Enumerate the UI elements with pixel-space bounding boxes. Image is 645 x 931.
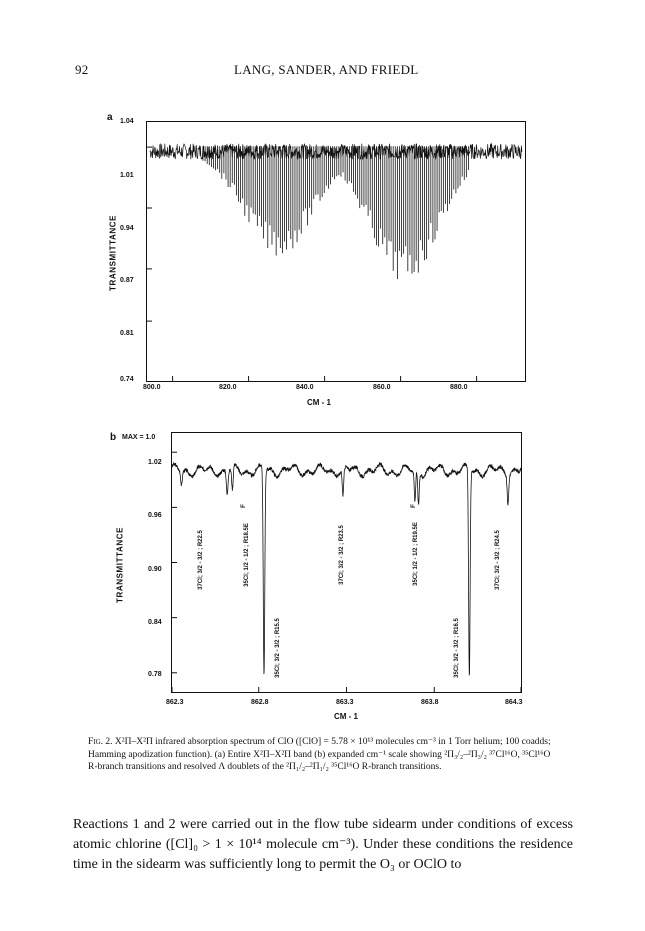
doublet-marker-2: F <box>411 504 417 508</box>
panel-a-letter: a <box>107 112 113 123</box>
running-title: LANG, SANDER, AND FRIEDL <box>234 62 419 77</box>
figure-label: Fig. 2. <box>88 737 113 747</box>
annotation-37cl-r22-5: 37Cl; 3/2 - 3/2 ; R22.5 <box>198 530 204 590</box>
panel-b-spectrum-trace <box>171 463 522 676</box>
panel-a-xtick-2: 820.0 <box>219 384 237 391</box>
annotation-37cl-r23-5: 37Cl; 3/2 - 3/2 ; R23.5 <box>339 525 345 585</box>
panel-b-ytick-1: 1.02 <box>148 459 162 466</box>
panel-b-xtick-1: 862.3 <box>166 699 184 706</box>
panel-a-ytick-4: 0.87 <box>120 277 134 284</box>
panel-b-ylabel: TRANSMITTANCE <box>115 526 125 604</box>
panel-a-ytick-2: 1.01 <box>120 172 134 179</box>
panel-a-ytick-6: 0.74 <box>120 376 134 383</box>
annotation-35cl-r16-5: 35Cl; 3/2 - 3/2 ; R16.5 <box>454 618 460 678</box>
body-paragraph: Reactions 1 and 2 were carried out in the flow tube sidearm under conditions of excess atomic chlorine ([Cl]₀ > 1 × 10¹⁴ molecule cm⁻³). Under these conditions the residence time in the sidearm was sufficiently long to permit the O₃ or OClO to <box>73 817 573 872</box>
panel-a-ytick-3: 0.94 <box>120 225 134 232</box>
figure-caption-text: X²Π–X²Π infrared absorption spectrum of ClO ([ClO] = 5.78 × 10¹³ molecules cm⁻³ in 1 Torr helium; 100 coadds; Hamming apodization function). (a) Entire X²Π–X²Π band (b) expanded cm⁻¹ scale showing ²Π₃/₂–²Π₃/₂ ³⁷Cl¹⁶O, ³⁵Cl¹⁶O R-branch transitions and resolved Λ doublets of the ²Π₁/₂–²Π₁/₂ ³⁵Cl¹⁶O R-branch transitions. <box>88 737 551 772</box>
annotation-35cl-r15-5: 35Cl; 3/2 - 3/2 ; R15.5 <box>275 618 281 678</box>
panel-b-xtick-5: 864.3 <box>505 699 523 706</box>
panel-a-plot <box>146 121 526 382</box>
page-number: 92 <box>75 62 89 77</box>
panel-a-xlabel: CM - 1 <box>307 398 331 407</box>
panel-b-xlabel: CM - 1 <box>334 712 358 721</box>
panel-a-xtick-3: 840.0 <box>296 384 314 391</box>
panel-b-max-label: MAX = 1.0 <box>122 434 156 441</box>
annotation-37cl-r24-5: 37Cl; 3/2 - 3/2 ; R24.5 <box>495 530 501 590</box>
panel-a-spectrum <box>150 144 522 279</box>
doublet-marker-1: F <box>241 504 247 508</box>
panel-a-xtick-1: 800.0 <box>143 384 161 391</box>
panel-b-letter: b <box>110 432 117 443</box>
panel-b-ytick-5: 0.78 <box>148 671 162 678</box>
panel-b-xtick-4: 863.8 <box>421 699 439 706</box>
panel-b-xtick-2: 862.8 <box>251 699 269 706</box>
panel-b-ytick-3: 0.90 <box>148 566 162 573</box>
panel-a-ylabel: TRANSMITTANCE <box>108 214 118 292</box>
panel-a-ytick-1: 1.04 <box>120 118 134 125</box>
panel-a-xtick-4: 860.0 <box>373 384 391 391</box>
panel-a-ytick-5: 0.81 <box>120 330 134 337</box>
figure-caption <box>88 736 560 774</box>
annotation-35cl-r19-5e: 35Cl; 1/2 - 1/2 ; R19.5E <box>413 522 419 586</box>
panel-b-xtick-3: 863.3 <box>336 699 354 706</box>
panel-b-ytick-4: 0.84 <box>148 619 162 626</box>
annotation-35cl-r18-5e: 35Cl; 1/2 - 1/2 ; R18.5E <box>244 523 250 587</box>
panel-a-xtick-5: 880.0 <box>450 384 468 391</box>
panel-b-ytick-2: 0.96 <box>148 512 162 519</box>
panel-b-spectrum <box>171 463 522 676</box>
panel-b-plot <box>171 432 522 693</box>
